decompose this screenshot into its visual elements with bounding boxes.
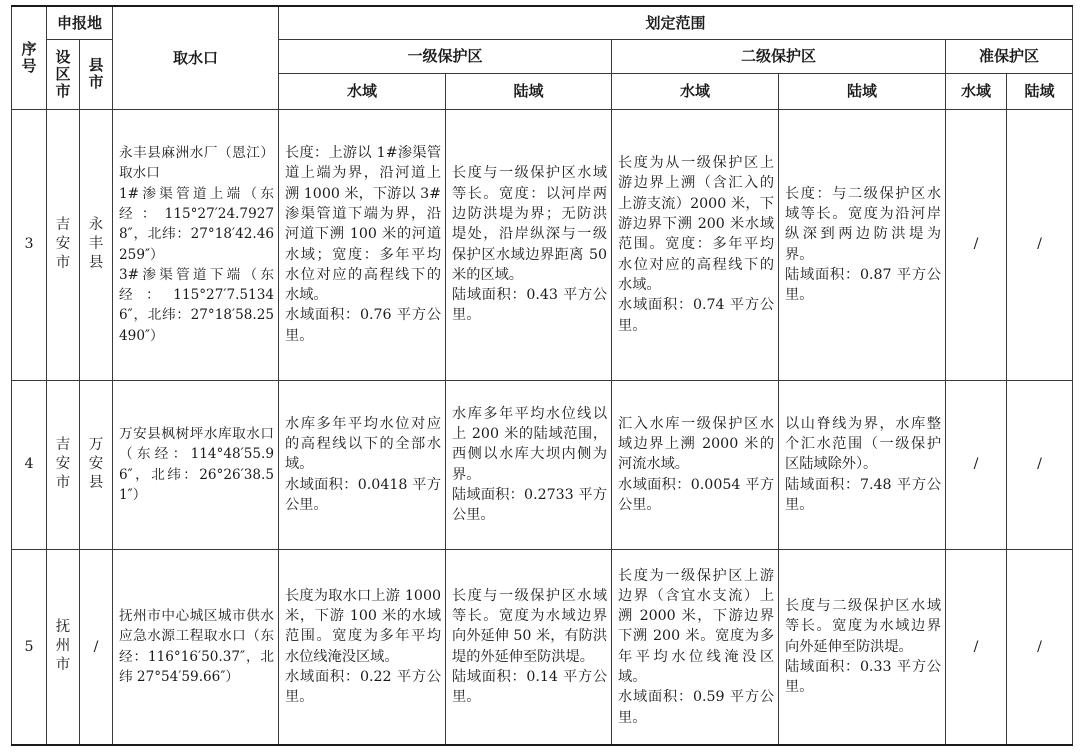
row-l1-land [446, 109, 612, 380]
intake-point-2: 3#渗渠管道下端（东经：115°27′7.51346″，北纬：27°18′58.25490″） [119, 266, 275, 344]
header-l2-land: 陆域 [779, 73, 946, 109]
l1-water-area: 水域面积：0.22 平方公里。 [285, 669, 442, 706]
row-q-water: / [946, 109, 1007, 380]
l2-land-desc: 以山脊线为界，水库整个汇水范围（一级保护区陆域除外）。 [785, 415, 942, 473]
l1-land-area: 陆域面积：0.43 平方公里。 [452, 287, 608, 324]
row-l2-land [779, 109, 946, 380]
l1-land-area: 陆域面积：0.2733 平方公里。 [452, 486, 608, 524]
row-l1-land [446, 549, 612, 745]
row-intake [113, 549, 279, 745]
l2-water-desc: 长度为从一级保护区上游边界上溯（含汇入的上游支流）2000 米，下游边界下溯 200 米水域范围。宽度：多年平均水位对应的高程线下的水域。 [618, 155, 775, 293]
l1-water-desc: 长度：上游以 1#渗渠管道上端为界，沿河道上溯 1000 米，下游以 3#渗渠管道下端为界，沿河道下溯 100 米的河道水域；宽度：多年平均水位对应的高程线下的水域。 [285, 145, 442, 304]
header-intake: 取水口 [113, 6, 279, 109]
row-l2-land [779, 380, 946, 549]
l1-land-area: 陆域面积：0.14 平方公里。 [452, 669, 608, 706]
header-report-place: 申报地 [47, 6, 113, 39]
row-l1-water [279, 380, 446, 549]
table-row [12, 549, 1073, 745]
row-q-land: / [1007, 549, 1073, 745]
l2-land-area: 陆域面积：0.87 平方公里。 [785, 266, 942, 304]
row-seq: 5 [12, 549, 47, 745]
l1-land-desc: 水库多年平均水位线以上 200 米的陆域范围，西侧以水库大坝内侧为界。 [452, 405, 608, 483]
row-seq: 3 [12, 109, 47, 380]
row-q-water: / [946, 549, 1007, 745]
header-l1-water: 水域 [279, 73, 446, 109]
header-q-land: 陆域 [1007, 73, 1073, 109]
header-quasi: 准保护区 [946, 39, 1073, 73]
intake-point-1: 1#渗渠管道上端（东经：115°27′24.79278″，北纬：27°18′42.46259″） [119, 185, 275, 263]
protection-zone-table [11, 5, 1073, 746]
header-city: 设区市 [47, 39, 80, 109]
intake-name: 永丰县麻洲水厂（恩江）取水口 [119, 145, 275, 182]
l2-land-desc: 长度与二级保护区水域等长。宽度为水域边界向外延伸至防洪堤。 [785, 598, 942, 655]
intake-name: 抚州市中心城区城市供水应急水源工程取水口（东经：116°16′50.37″，北纬 27°54′59.66″） [119, 608, 275, 686]
row-county: 永丰县 [80, 109, 113, 380]
header-l1-land: 陆域 [446, 73, 612, 109]
row-intake [113, 109, 279, 380]
header-level2: 二级保护区 [612, 39, 946, 73]
row-l2-water [612, 109, 779, 380]
l2-land-area: 陆域面积：7.48 平方公里。 [785, 476, 942, 513]
row-q-land: / [1007, 109, 1073, 380]
header-county: 县市 [80, 39, 113, 109]
row-l2-land [779, 549, 946, 745]
l1-water-area: 水域面积：0.0418 平方公里。 [285, 476, 442, 513]
row-city: 吉安市 [47, 109, 80, 380]
row-q-land: / [1007, 380, 1073, 549]
l2-water-area: 水域面积：0.0054 平方公里。 [618, 476, 775, 513]
header-l2-water: 水域 [612, 73, 779, 109]
row-county: 万安县 [80, 380, 113, 549]
row-l2-water [612, 380, 779, 549]
l2-water-desc: 汇入水库一级保护区水域边界上溯 2000 米的河流水域。 [618, 415, 775, 473]
header-seq: 序号 [12, 6, 47, 109]
l1-land-desc: 长度与一级保护区水域等长。宽度为水域边界向外延伸 50 米，有防洪堤的外延伸至防洪堤。 [452, 587, 608, 665]
header-scope: 划定范围 [279, 6, 1073, 39]
l1-water-desc: 长度为取水口上游 1000 米，下游 100 米的水域范围。宽度为多年平均水位线淹没区域。 [285, 587, 442, 665]
l1-water-area: 水域面积：0.76 平方公里。 [285, 307, 442, 344]
row-l2-water [612, 549, 779, 745]
row-city: 抚州市 [47, 549, 80, 745]
l1-water-desc: 水库多年平均水位对应的高程线以下的全部水域。 [285, 415, 442, 473]
row-seq: 4 [12, 380, 47, 549]
l2-land-area: 陆域面积：0.33 平方公里。 [785, 658, 942, 696]
table-row [12, 109, 1073, 380]
l1-land-desc: 长度与一级保护区水域等长。宽度：以河岸两边防洪堤为界；无防洪堤处，沿岸纵深与一级保护区水域边界距离 50 米的区域。 [452, 165, 608, 283]
l2-land-desc: 长度：与二级保护区水域等长。宽度为沿河岸纵深到两边防洪堤为界。 [785, 185, 942, 263]
row-county: / [80, 549, 113, 745]
l2-water-desc: 长度为一级保护区上游边界（含宜水支流）上溯 2000 米，下游边界下溯 200 米。宽度为多年平均水位线淹没区域。 [618, 567, 775, 686]
row-intake [113, 380, 279, 549]
header-level1: 一级保护区 [279, 39, 612, 73]
table-row [12, 380, 1073, 549]
row-q-water: / [946, 380, 1007, 549]
row-l1-land [446, 380, 612, 549]
row-l1-water [279, 109, 446, 380]
row-city: 吉安市 [47, 380, 80, 549]
l2-water-area: 水域面积：0.59 平方公里。 [618, 689, 775, 726]
header-q-water: 水域 [946, 73, 1007, 109]
row-l1-water [279, 549, 446, 745]
l2-water-area: 水域面积：0.74 平方公里。 [618, 297, 775, 334]
intake-name: 万安县枫树坪水库取水口（东经：114°48′55.96″，北纬：26°26′38.51″） [119, 425, 275, 503]
